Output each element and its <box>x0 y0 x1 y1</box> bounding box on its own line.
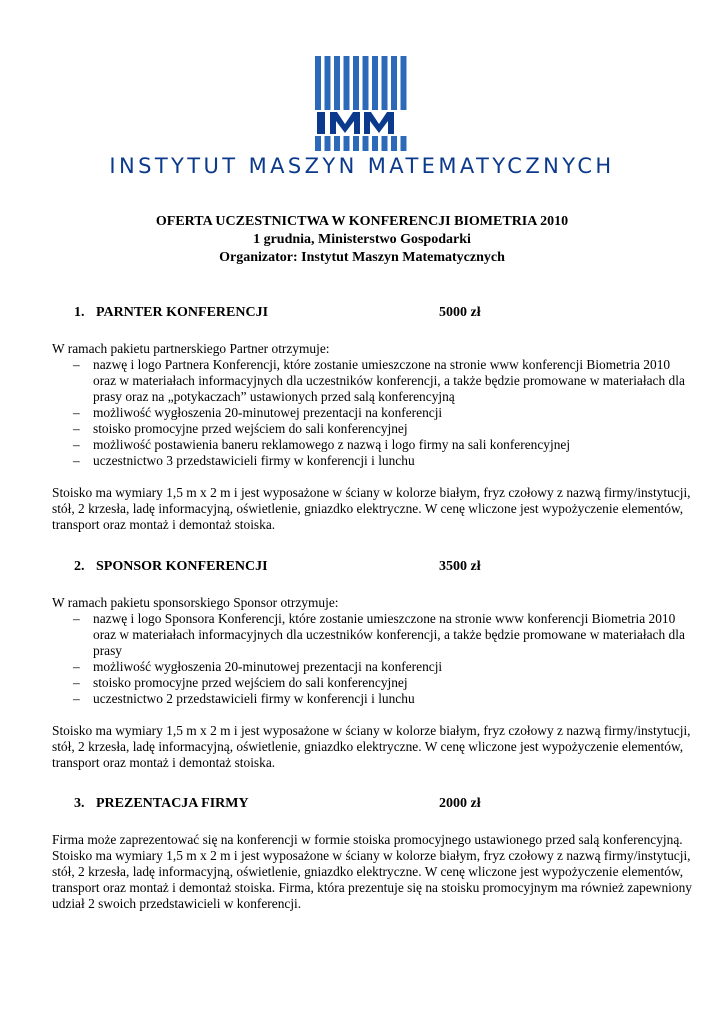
dash-bullet: – <box>73 437 80 452</box>
section-number: 1. <box>74 305 85 320</box>
dash-bullet: – <box>73 357 80 372</box>
dash-bullet: – <box>73 611 80 626</box>
dash-bullet: – <box>73 659 80 674</box>
stand-description: Stoisko ma wymiary 1,5 m x 2 m i jest wyposażone w ściany w kolorze białym, fryz czołowy z nazwą firmy/instytucji, stół, 2 krzesła, ladę informacyjną, oświetlenie, gniazdko elektryczne. W cenę wliczone jest wypożyczenie elementów, transport oraz montaż i demontaż stoiska. <box>52 723 691 770</box>
section-title-row <box>52 305 692 323</box>
list-item <box>52 611 692 659</box>
dash-bullet: – <box>73 421 80 436</box>
list-item-text: nazwę i logo Sponsora Konferencji, które zostanie umieszczone na stronie www konferencji Biometria 2010 oraz w materiałach informacyjnych dla uczestników konferencji, a także będzie promowane w materiałach dla prasy <box>93 611 685 658</box>
list-item-text: stoisko promocyjne przed wejściem do sali konferencyjnej <box>93 675 408 690</box>
section-company-presentation <box>52 796 692 912</box>
list-item-text: uczestnictwo 3 przedstawicieli firmy w konferencji i lunchu <box>93 453 415 468</box>
list-item <box>52 357 692 405</box>
list-item <box>52 421 692 437</box>
section-intro: W ramach pakietu partnerskiego Partner otrzymuje: <box>52 341 330 356</box>
list-item-text: możliwość wygłoszenia 20-minutowej prezentacji na konferencji <box>93 405 443 420</box>
presentation-description: Firma może zaprezentować się na konferencji w formie stoiska promocyjnego ustawionego przed salą konferencyjną. Stoisko ma wymiary 1,5 m x 2 m i jest wyposażone w ściany w kolorze białym, fryz czołowy z nazwą firmy/instytucji, stół, 2 krzesła, ladę informacyjną, oświetlenie, gniazdko elektryczne. W cenę wliczone jest wypożyczenie elementów, transport oraz montaż i demontaż stoiska. Firma, która prezentuje się na stoisku promocyjnym ma również zapewniony udział 2 swoich przedstawicieli w konferencji. <box>52 832 692 911</box>
section-number: 2. <box>74 559 85 574</box>
dash-bullet: – <box>73 691 80 706</box>
dash-bullet: – <box>73 453 80 468</box>
section-title-row <box>52 796 692 814</box>
list-item-text: uczestnictwo 2 przedstawicieli firmy w konferencji i lunchu <box>93 691 415 706</box>
list-item-text: nazwę i logo Partnera Konferencji, które zostanie umieszczone na stronie www konferencji Biometria 2010 oraz w materiałach informacyjnych dla uczestników konferencji, a także będzie promowane w materiałach dla prasy oraz na „potykaczach” ustawionych przed salą konferencyjną <box>93 357 685 404</box>
section-price: 2000 zł <box>439 796 481 811</box>
list-item <box>52 659 692 675</box>
institute-logo <box>0 56 724 176</box>
institute-name: INSTYTUT MASZYN MATEMATYCZNYCH <box>109 154 615 178</box>
list-item-text: możliwość wygłoszenia 20-minutowej prezentacji na konferencji <box>93 659 443 674</box>
section-title: SPONSOR KONFERENCJI <box>96 559 268 574</box>
section-sponsor <box>52 559 692 771</box>
section-partner <box>52 305 692 533</box>
list-item-text: możliwość postawienia baneru reklamowego z nazwą i logo firmy na sali konferencyjnej <box>93 437 571 452</box>
list-item <box>52 453 692 469</box>
benefits-list <box>52 611 692 707</box>
heading-organizer: Organizator: Instytut Maszyn Matematycznych <box>219 250 505 265</box>
list-item <box>52 675 692 691</box>
list-item <box>52 691 692 707</box>
benefits-list <box>52 357 692 469</box>
list-item <box>52 405 692 421</box>
section-number: 3. <box>74 796 85 811</box>
heading-date-venue: 1 grudnia, Ministerstwo Gospodarki <box>253 232 471 247</box>
dash-bullet: – <box>73 675 80 690</box>
dash-bullet: – <box>73 405 80 420</box>
stand-description: Stoisko ma wymiary 1,5 m x 2 m i jest wyposażone w ściany w kolorze białym, fryz czołowy z nazwą firmy/instytucji, stół, 2 krzesła, ladę informacyjną, oświetlenie, gniazdko elektryczne. W cenę wliczone jest wypożyczenie elementów, transport oraz montaż i demontaż stoiska. <box>52 485 691 532</box>
heading-title: OFERTA UCZESTNICTWA W KONFERENCJI BIOMETRIA 2010 <box>155 214 569 229</box>
section-intro: W ramach pakietu sponsorskiego Sponsor otrzymuje: <box>52 595 339 610</box>
section-title-row <box>52 559 692 577</box>
imm-logo-icon <box>315 56 407 151</box>
document-heading <box>0 213 724 267</box>
section-title: PARNTER KONFERENCJI <box>96 305 269 320</box>
section-price: 3500 zł <box>439 559 481 574</box>
list-item <box>52 437 692 453</box>
section-price: 5000 zł <box>439 305 481 320</box>
section-title: PREZENTACJA FIRMY <box>96 796 249 811</box>
list-item-text: stoisko promocyjne przed wejściem do sali konferencyjnej <box>93 421 408 436</box>
